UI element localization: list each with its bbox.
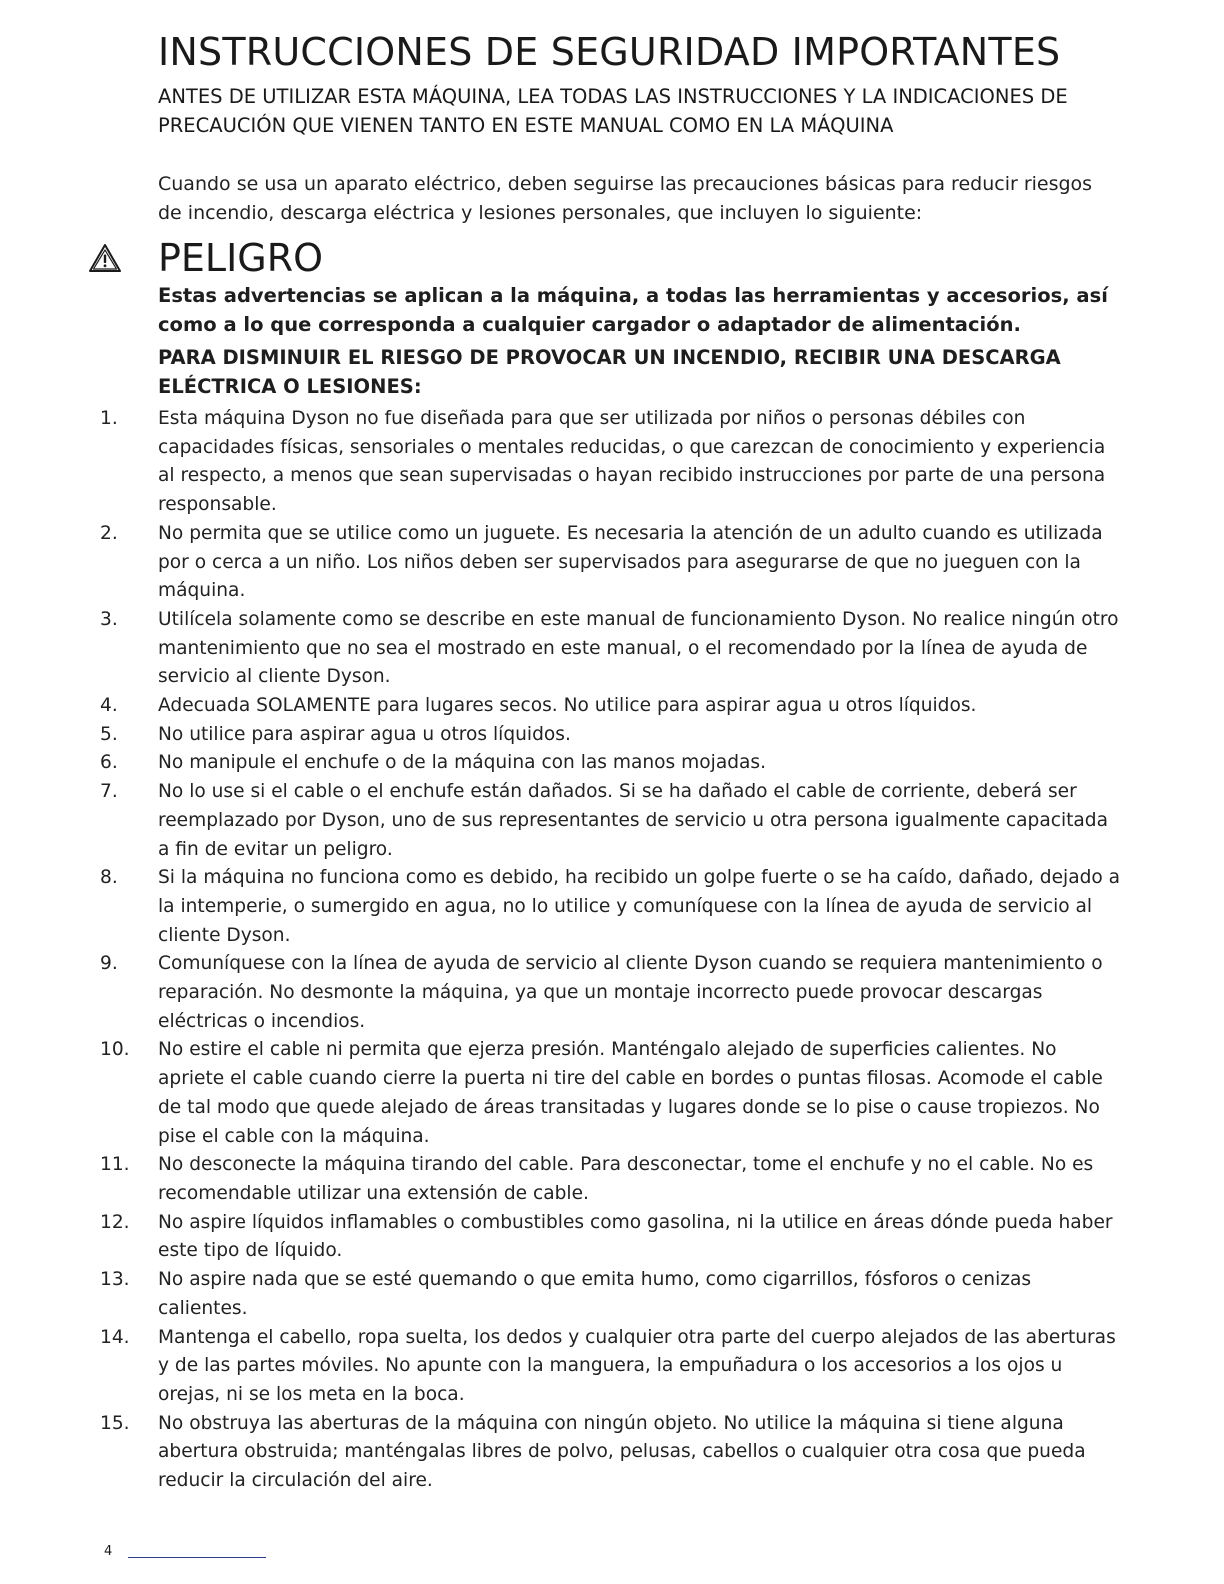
item-number: 13. (100, 1269, 130, 1291)
item-number: 1. (100, 408, 118, 429)
item-text: No permita que se utilice como un juguete. Es necesaria la atención de un adulto cuando es utilizada por o cerca a un niño. Los niños deben ser supervisados para asegurarse de que no jueguen con la máquina. (158, 522, 1103, 602)
list-item (100, 721, 1124, 750)
danger-description: Estas advertencias se aplican a la máquina, a todas las herramientas y accesorios, así como a lo que corresponda a cualquier cargador o adaptador de alimentación. (158, 284, 1108, 336)
item-text: Si la máquina no funciona como es debido, ha recibido un golpe fuerte o se ha caído, dañado, dejado a la intemperie, o sumergido en agua, no lo utilice y comuníquese con la línea de ayuda de servicio al cliente Dyson. (158, 867, 1121, 946)
item-number: 10. (100, 1039, 130, 1061)
item-text: Esta máquina Dyson no fue diseñada para que ser utilizada por niños o personas débiles con capacidades físicas, sensoriales o mentales reducidas, o que carezcan de conocimiento y experiencia al respecto, a menos que sean supervisadas o hayan recibido instrucciones por parte de una persona responsable. (158, 408, 1106, 516)
list-item (100, 606, 1124, 692)
item-number: 6. (100, 752, 118, 774)
page-number: 4 (104, 1544, 113, 1559)
item-number: 2. (100, 522, 118, 544)
item-text: Utilícela solamente como se describe en este manual de funcionamiento Dyson. No realice ningún otro mantenimiento que no sea el mostrado en este manual, o el recomendado por la línea de ayuda de servicio al cliente Dyson. (158, 608, 1119, 688)
item-number: 8. (100, 867, 118, 889)
list-item (100, 1151, 1124, 1208)
item-text: No aspire nada que se esté quemando o que emita humo, como cigarrillos, fósforos o cenizas calientes. (158, 1269, 1032, 1319)
basic-precautions-text: Cuando se usa un aparato eléctrico, deben seguirse las precauciones básicas para reducir riesgos de incendio, descarga eléctrica y lesiones personales, que incluyen lo siguiente: (158, 173, 1093, 224)
danger-heading (88, 232, 324, 284)
safety-instructions-list (100, 405, 1124, 1496)
item-text: No desconecte la máquina tirando del cable. Para desconectar, tome el enchufe y no el cable. No es recomendable utilizar una extensión de cable. (158, 1154, 1094, 1204)
list-item (100, 950, 1124, 1036)
list-item (100, 405, 1124, 520)
danger-title: PELIGRO (158, 236, 324, 280)
list-item (100, 1209, 1124, 1266)
item-number: 9. (100, 953, 118, 975)
list-item (100, 692, 1124, 721)
item-text: Comuníquese con la línea de ayuda de servicio al cliente Dyson cuando se requiera mantenimiento o reparación. No desmonte la máquina, ya que un montaje incorrecto puede provocar descargas eléctricas o incendios. (158, 953, 1103, 1032)
item-number: 4. (100, 695, 118, 717)
list-item (100, 778, 1124, 864)
item-number: 3. (100, 608, 118, 630)
page-title: INSTRUCCIONES DE SEGURIDAD IMPORTANTES (158, 30, 1061, 74)
item-text: No aspire líquidos inflamables o combustibles como gasolina, ni la utilice en áreas dónde pueda haber este tipo de líquido. (158, 1211, 1113, 1262)
list-item (100, 1266, 1124, 1323)
warning-triangle-icon (88, 242, 122, 274)
list-item (100, 520, 1124, 606)
item-text: Adecuada SOLAMENTE para lugares secos. No utilice para aspirar agua u otros líquidos. (158, 695, 977, 717)
item-text: No obstruya las aberturas de la máquina con ningún objeto. No utilice la máquina si tiene alguna abertura obstruida; manténgalas libres de polvo, pelusas, cabellos o cualquier otra cosa que pueda reducir la circulación del aire. (158, 1412, 1086, 1492)
item-text: No utilice para aspirar agua u otros líquidos. (158, 723, 571, 745)
list-item (100, 1324, 1124, 1410)
item-text: No estire el cable ni permita que ejerza presión. Manténgalo alejado de superficies calientes. No apriete el cable cuando cierre la puerta ni tire del cable en bordes o puntas filosas. Acomode el cable de tal modo que quede alejado de áreas transitadas y lugares donde se lo pise o cause tropiezos. No pise el cable con la máquina. (158, 1039, 1103, 1147)
list-item (100, 1036, 1124, 1151)
item-number: 15. (100, 1412, 130, 1434)
item-number: 12. (100, 1211, 130, 1233)
item-text: No lo use si el cable o el enchufe están dañados. Si se ha dañado el cable de corriente, deberá ser reemplazado por Dyson, uno de sus representantes de servicio u otra persona igualmente capacitada a fin de evitar un peligro. (158, 781, 1108, 860)
list-item (100, 1410, 1124, 1496)
reduce-risk-heading: PARA DISMINUIR EL RIESGO DE PROVOCAR UN INCENDIO, RECIBIR UNA DESCARGA ELÉCTRICA O LESIONES: (158, 346, 1061, 398)
list-item (100, 864, 1124, 950)
item-text: Mantenga el cabello, ropa suelta, los dedos y cualquier otra parte del cuerpo alejados de las aberturas y de las partes móviles. No apunte con la manguera, la empuñadura o los accesorios a los ojos u orejas, ni se los meta en la boca. (158, 1326, 1116, 1405)
item-number: 5. (100, 723, 118, 745)
item-number: 11. (100, 1154, 130, 1176)
list-item (100, 749, 1124, 778)
footer-rule (128, 1557, 266, 1558)
read-instructions-notice: ANTES DE UTILIZAR ESTA MÁQUINA, LEA TODAS LAS INSTRUCCIONES Y LA INDICACIONES DE PRECAUCIÓN QUE VIENEN TANTO EN ESTE MANUAL COMO EN LA MÁQUINA (158, 85, 1068, 137)
item-number: 14. (100, 1326, 130, 1348)
item-text: No manipule el enchufe o de la máquina con las manos mojadas. (158, 752, 767, 774)
item-number: 7. (100, 781, 118, 803)
